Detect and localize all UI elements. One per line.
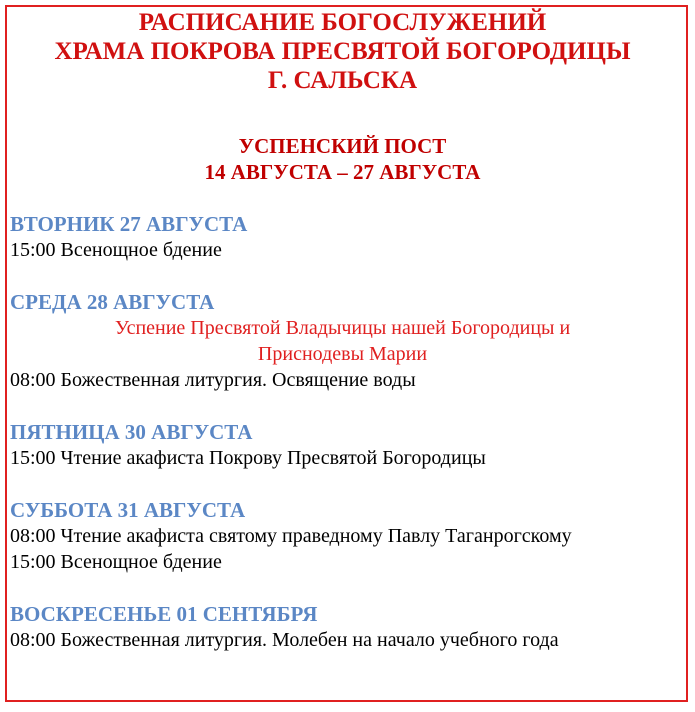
day-block-sunday (10, 601, 675, 653)
day-block-wednesday (10, 289, 675, 393)
day-heading: ПЯТНИЦА 30 АВГУСТА (10, 420, 253, 444)
title-line-2: ХРАМА ПОКРОВА ПРЕСВЯТОЙ БОГОРОДИЦЫ (54, 38, 631, 65)
service-item: 08:00 Божественная литургия. Освящение воды (10, 369, 416, 391)
day-block-friday (10, 419, 675, 471)
service-item: 15:00 Всенощное бдение (10, 551, 222, 573)
period-dates: 14 АВГУСТА – 27 АВГУСТА (204, 160, 481, 184)
day-heading: СУББОТА 31 АВГУСТА (10, 498, 246, 522)
day-heading: ВТОРНИК 27 АВГУСТА (10, 212, 248, 236)
service-item: 15:00 Чтение акафиста Покрову Пресвятой Богородицы (10, 447, 486, 469)
schedule-content (10, 8, 675, 653)
day-block-saturday (10, 497, 675, 575)
feast-title-line-2: Приснодевы Марии (257, 343, 428, 365)
period-name: УСПЕНСКИЙ ПОСТ (238, 134, 447, 158)
service-item: 15:00 Всенощное бдение (10, 239, 222, 261)
feast-title-line-1: Успение Пресвятой Владычицы нашей Богородицы и (114, 317, 571, 339)
title-line-3: Г. САЛЬСКА (267, 67, 418, 94)
service-item: 08:00 Божественная литургия. Молебен на начало учебного года (10, 629, 559, 651)
service-item: 08:00 Чтение акафиста святому праведному Павлу Таганрогскому (10, 525, 572, 547)
day-heading: ВОСКРЕСЕНЬЕ 01 СЕНТЯБРЯ (10, 602, 318, 626)
title-line-1: РАСПИСАНИЕ БОГОСЛУЖЕНИЙ (138, 9, 547, 36)
day-block-tuesday (10, 211, 675, 263)
day-heading: СРЕДА 28 АВГУСТА (10, 290, 215, 314)
